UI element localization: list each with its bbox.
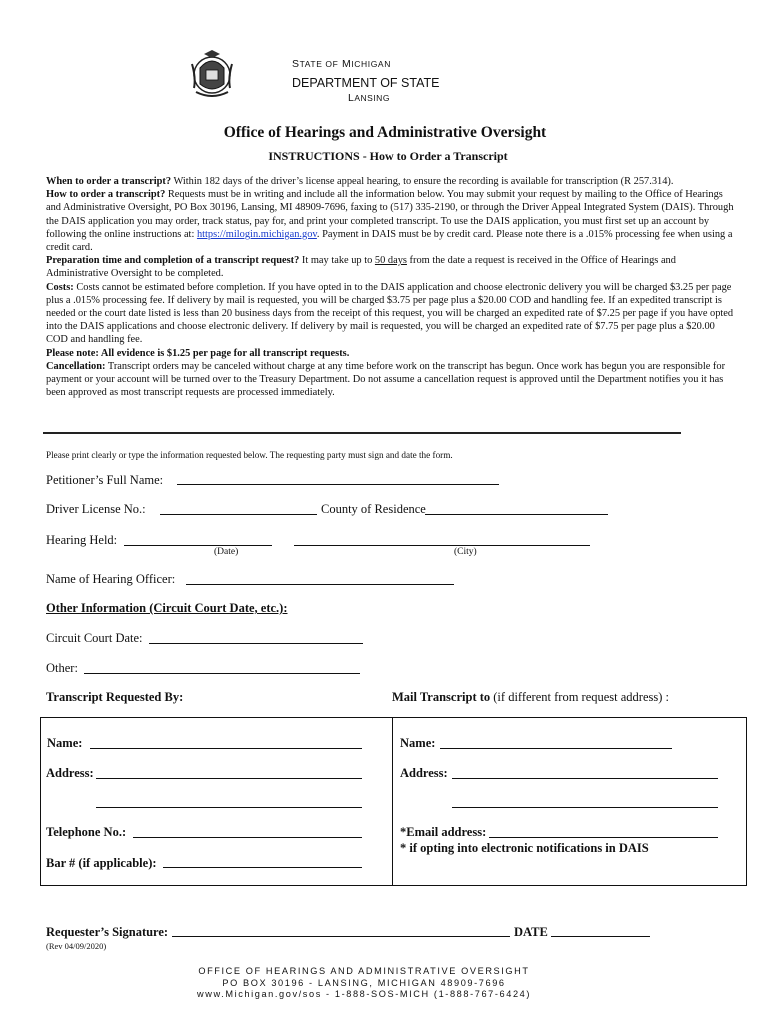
costs-label: Costs: <box>46 281 74 293</box>
petitioner-label: Petitioner’s Full Name: <box>46 473 164 487</box>
address-right-field[interactable] <box>452 778 718 779</box>
address-left-label: Address: <box>46 766 94 780</box>
telephone-field[interactable] <box>133 837 362 838</box>
revision-date: (Rev 04/09/2020) <box>46 941 107 951</box>
mail-to-heading <box>392 690 669 705</box>
county-label: County of Residence <box>321 502 426 516</box>
hearing-held-label: Hearing Held: <box>46 533 118 547</box>
email-label: *Email address: <box>400 825 487 839</box>
how-question: How to order a transcript? <box>46 189 166 201</box>
petitioner-field[interactable] <box>177 484 499 485</box>
prep-days: 50 days <box>374 255 407 267</box>
telephone-label: Telephone No.: <box>46 825 127 839</box>
date-field[interactable] <box>551 936 650 937</box>
name-right-field[interactable] <box>440 748 672 749</box>
hearing-date-field[interactable] <box>124 545 272 546</box>
page-title: Office of Hearings and Administrative Oversight <box>223 124 547 141</box>
address-right-label: Address: <box>400 766 448 780</box>
officer-label: Name of Hearing Officer: <box>46 572 176 586</box>
hearing-city-field[interactable] <box>294 545 590 546</box>
address-right-field-2[interactable] <box>452 807 718 808</box>
circuit-label: Circuit Court Date: <box>46 631 143 645</box>
prep-answer-cont: from the date a request is received in the Office of Hearings and Administrative Oversight to be completed. <box>46 255 676 280</box>
prep-answer: It may take up to <box>299 255 375 267</box>
footer-office: OFFICE OF HEARINGS AND ADMINISTRATIVE OVERSIGHT <box>198 966 530 976</box>
milogin-link[interactable]: https://milogin.michigan.gov <box>196 228 317 240</box>
email-field[interactable] <box>489 837 718 838</box>
page-subtitle: INSTRUCTIONS - How to Order a Transcript <box>268 149 508 163</box>
address-left-field[interactable] <box>96 778 362 779</box>
cancellation-label: Cancellation: <box>46 360 106 372</box>
circuit-field[interactable] <box>149 643 363 644</box>
bar-label: Bar # (if applicable): <box>46 856 157 870</box>
costs-text: Costs cannot be estimated before completion. If you have opted in to the DAIS application and choose electronic delivery you will be charged $3.25 per page plus a .015% processing fee. If delivery by mail is requested, you will be charged $3.75 per page plus a $20.00 COD and handling fee. If an expedited transcript is needed or the court date listed is less than 20 business days from the receipt of this request, you will be charged an expedited rate of $7.25 per page if you have opted into the DAIS applications and choose electronic delivery. If delivery by mail is requested, you will be charged an expedited rate of $7.75 per page plus a $20.00 COD and handling fee. <box>46 281 734 346</box>
when-answer: Within 182 days of the driver’s license appeal hearing, to ensure the recording is available for transcription (R 257.314). <box>171 176 674 187</box>
instructions <box>46 175 736 399</box>
print-note: Please print clearly or type the information requested below. The requesting party must sign and date the form. <box>46 450 453 460</box>
city-caption: (City) <box>454 547 477 557</box>
date-caption: (Date) <box>214 547 239 557</box>
requested-by-heading: Transcript Requested By: <box>46 690 184 704</box>
city-heading: LANSING <box>348 92 390 104</box>
date-label: DATE <box>514 925 548 939</box>
officer-field[interactable] <box>186 584 454 585</box>
license-field[interactable] <box>160 514 317 515</box>
request-box-divider <box>392 717 393 886</box>
separator-rule <box>43 432 681 434</box>
mail-to-bold: Mail Transcript to <box>392 690 491 704</box>
signature-label: Requester’s Signature: <box>46 925 169 939</box>
how-answer-cont: . Payment in DAIS must be by credit card. Please note there is a .015% processing fee when using a credit card. <box>46 228 733 254</box>
mail-to-rest: (if different from request address) : <box>490 690 670 704</box>
footer <box>0 966 728 1001</box>
prep-question: Preparation time and completion of a transcript request? <box>46 255 300 267</box>
name-left-label: Name: <box>47 736 83 750</box>
when-question: When to order a transcript? <box>46 176 172 187</box>
evidence-note: Please note: All evidence is $1.25 per page for all transcript requests. <box>46 347 350 359</box>
address-left-field-2[interactable] <box>96 807 362 808</box>
state-heading: STATE OF MICHIGAN <box>292 58 391 70</box>
other-info-heading: Other Information (Circuit Court Date, etc.): <box>46 601 288 615</box>
how-answer: Requests must be in writing and include all the information below. You may submit your request by mailing to the Office of Hearings and Administrative Oversight, PO Box 30196, Lansing, MI 48909-7696, faxing to (517) 335-2190, or through the Driver Appeal Integrated System (DAIS). Through the DAIS application you may order, track status, pay for, and print your completed transcript. To use the DAIS application, you must first set up an account by following the online instructions at: <box>46 189 734 240</box>
footer-contact: www.Michigan.gov/sos - 1-888-SOS-MICH (1-888-767-6424) <box>196 989 532 999</box>
department-heading: DEPARTMENT OF STATE <box>292 76 440 90</box>
license-label: Driver License No.: <box>46 502 146 516</box>
other-label: Other: <box>46 661 78 675</box>
footer-address: PO BOX 30196 - LANSING, MICHIGAN 48909-7696 <box>222 977 506 988</box>
signature-field[interactable] <box>172 936 510 937</box>
cancellation-text: Transcript orders may be canceled without charge at any time before work on the transcript has begun. Once work has begun you are responsible for payment or your account will be turned over to the Treasury Department. Do not assume a cancellation request is approved until the Department notifies you it has been approved as most transcript requests are processed immediately. <box>46 360 726 399</box>
bar-field[interactable] <box>163 867 362 868</box>
name-left-field[interactable] <box>90 748 362 749</box>
michigan-seal-icon <box>186 48 238 100</box>
county-field[interactable] <box>425 514 608 515</box>
email-note: * if opting into electronic notifications in DAIS <box>400 841 649 855</box>
name-right-label: Name: <box>400 736 436 750</box>
other-field[interactable] <box>84 673 360 674</box>
